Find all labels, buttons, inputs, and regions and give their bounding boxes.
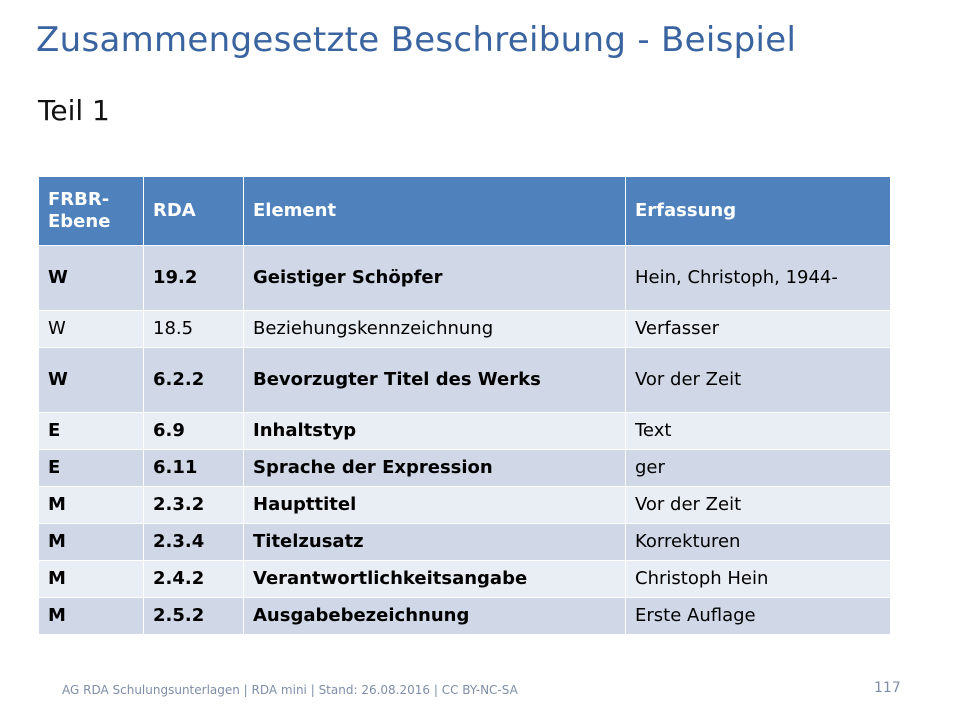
header-frbr-level: FRBR-Ebene — [39, 177, 144, 246]
cell-entry: Vor der Zeit — [626, 348, 891, 413]
cell-frbr-level: W — [39, 311, 144, 348]
cell-rda: 6.11 — [144, 450, 244, 487]
header-entry: Erfassung — [626, 177, 891, 246]
cell-frbr-level: M — [39, 487, 144, 524]
table-row — [39, 311, 891, 348]
slide-title: Zusammengesetzte Beschreibung - Beispiel — [36, 20, 797, 60]
cell-rda: 2.3.2 — [144, 487, 244, 524]
cell-rda: 2.4.2 — [144, 561, 244, 598]
cell-rda: 18.5 — [144, 311, 244, 348]
cell-element: Titelzusatz — [244, 524, 626, 561]
table-row — [39, 413, 891, 450]
rda-element-table — [38, 176, 891, 635]
cell-entry: ger — [626, 450, 891, 487]
table-row — [39, 246, 891, 311]
cell-element: Verantwortlichkeitsangabe — [244, 561, 626, 598]
cell-element: Ausgabebezeichnung — [244, 598, 626, 635]
cell-element: Beziehungskennzeichnung — [244, 311, 626, 348]
cell-entry: Erste Auflage — [626, 598, 891, 635]
cell-frbr-level: M — [39, 598, 144, 635]
footer-text: AG RDA Schulungsunterlagen | RDA mini | Stand: 26.08.2016 | CC BY-NC-SA — [62, 683, 518, 697]
cell-frbr-level: W — [39, 348, 144, 413]
cell-entry: Christoph Hein — [626, 561, 891, 598]
header-rda: RDA — [144, 177, 244, 246]
table-header-row — [39, 177, 891, 246]
cell-element: Sprache der Expression — [244, 450, 626, 487]
table-row — [39, 524, 891, 561]
table-row — [39, 561, 891, 598]
cell-element: Haupttitel — [244, 487, 626, 524]
cell-entry: Vor der Zeit — [626, 487, 891, 524]
cell-rda: 6.2.2 — [144, 348, 244, 413]
page-number: 117 — [874, 680, 901, 696]
cell-entry: Verfasser — [626, 311, 891, 348]
slide-subtitle: Teil 1 — [38, 94, 110, 127]
cell-rda: 19.2 — [144, 246, 244, 311]
table-row — [39, 598, 891, 635]
table-row — [39, 487, 891, 524]
cell-entry: Hein, Christoph, 1944- — [626, 246, 891, 311]
header-element: Element — [244, 177, 626, 246]
cell-frbr-level: E — [39, 450, 144, 487]
table-row — [39, 450, 891, 487]
cell-rda: 6.9 — [144, 413, 244, 450]
cell-frbr-level: W — [39, 246, 144, 311]
cell-entry: Text — [626, 413, 891, 450]
cell-rda: 2.5.2 — [144, 598, 244, 635]
cell-rda: 2.3.4 — [144, 524, 244, 561]
cell-frbr-level: M — [39, 561, 144, 598]
cell-element: Bevorzugter Titel des Werks — [244, 348, 626, 413]
cell-frbr-level: E — [39, 413, 144, 450]
table-row — [39, 348, 891, 413]
cell-entry: Korrekturen — [626, 524, 891, 561]
cell-frbr-level: M — [39, 524, 144, 561]
cell-element: Inhaltstyp — [244, 413, 626, 450]
cell-element: Geistiger Schöpfer — [244, 246, 626, 311]
